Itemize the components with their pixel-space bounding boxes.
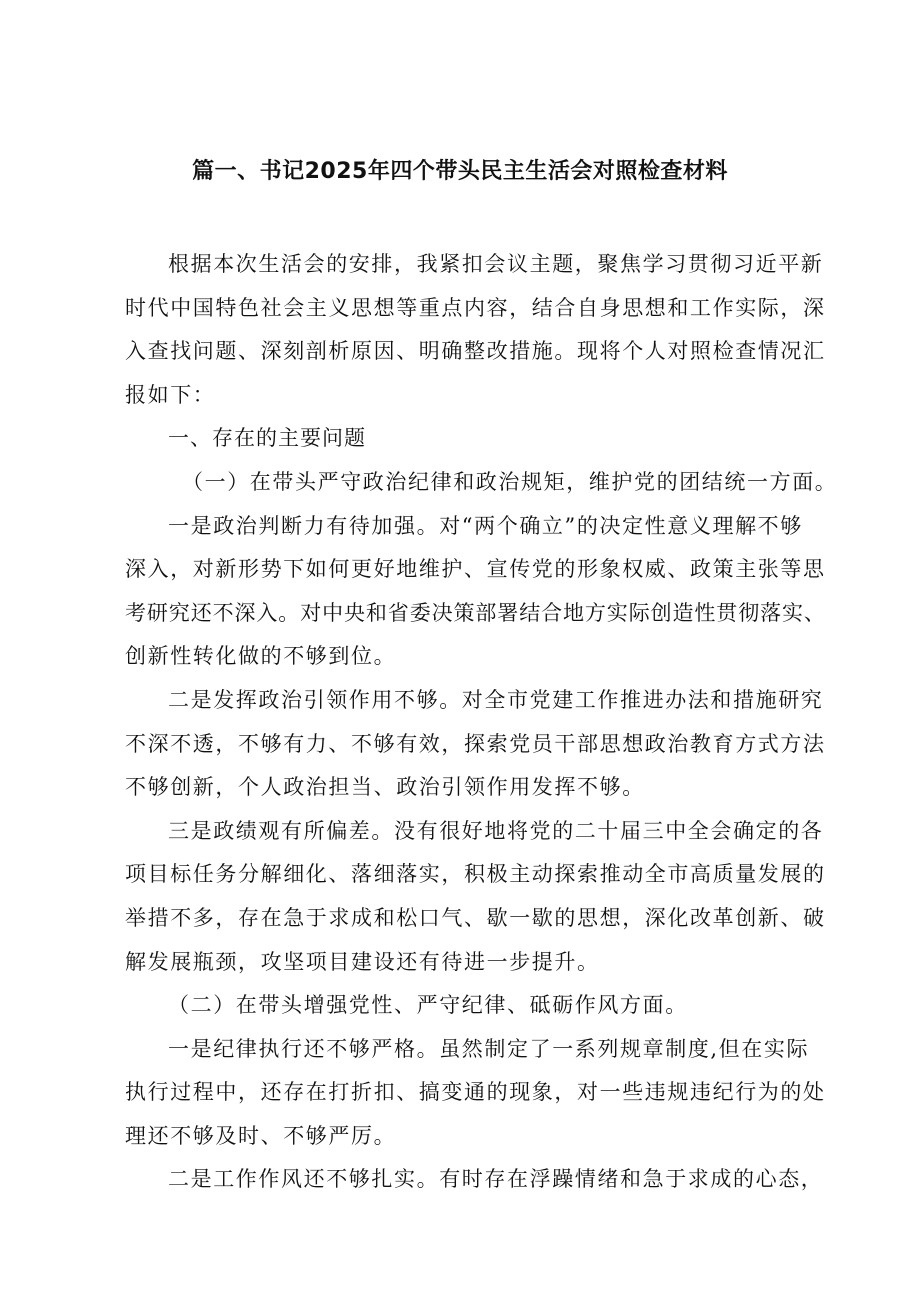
paragraph-line: 执行过程中，还存在打折扣、搞变通的现象，对一些违规违纪行为的处 <box>125 1080 826 1105</box>
paragraph-line: 一是政治判断力有待加强。对“两个确立”的决定性意义理解不够 <box>168 513 803 538</box>
paragraph-line: 理还不够及时、不够严厉。 <box>125 1123 397 1148</box>
paragraph-line: 根据本次生活会的安排，我紧扣会议主题，聚焦学习贯彻习近平新 <box>168 252 824 276</box>
paragraph-line: 举措不多，存在急于求成和松口气、歇一歇的思想，深化改革创新、破 <box>125 905 826 930</box>
paragraph-line: 三是政绩观有所偏差。没有很好地将党的二十届三中全会确定的各 <box>168 818 824 843</box>
paragraph-line: 不深不透，不够有力、不够有效，探索党员干部思想政治教育方式方法 <box>125 731 826 756</box>
document-title: 篇一、书记2025年四个带头民主生活会对照检查材料 <box>192 159 728 184</box>
paragraph-line: 项目标任务分解细化、落细落实，积极主动探索推动全市高质量发展的 <box>125 862 826 887</box>
subsection-heading: （一）在带头严守政治纪律和政治规矩，维护党的团结统一方面。 <box>182 469 838 494</box>
section-heading: 一、存在的主要问题 <box>168 426 366 451</box>
subsection-heading: （二）在带头增强党性、严守纪律、砥砺作风方面。 <box>168 993 688 1018</box>
paragraph-line: 不够创新，个人政治担当、政治引领作用发挥不够。 <box>125 775 645 800</box>
paragraph-line: 创新性转化做的不够到位。 <box>125 644 397 669</box>
paragraph-line: 二是发挥政治引领作用不够。对全市党建工作推进办法和措施研究 <box>168 687 824 712</box>
paragraph-line: 入查找问题、深刻剖析原因、明确整改措施。现将个人对照检查情况汇 <box>125 339 826 364</box>
paragraph-line: 深入，对新形势下如何更好地维护、宣传党的形象权威、政策主张等思 <box>125 557 826 582</box>
paragraph-line: 考研究还不深入。对中央和省委决策部署结合地方实际创造性贯彻落实、 <box>125 600 826 625</box>
paragraph-line: 解发展瓶颈，攻坚项目建设还有待进一步提升。 <box>125 949 600 974</box>
paragraph-line: 二是工作作风还不够扎实。有时存在浮躁情绪和急于求成的心态， <box>168 1167 824 1192</box>
paragraph-line: 一是纪律执行还不够严格。虽然制定了一系列规章制度,但在实际 <box>168 1036 810 1061</box>
document-body <box>125 243 868 1202</box>
paragraph-line: 时代中国特色社会主义思想等重点内容，结合自身思想和工作实际，深 <box>125 295 826 320</box>
paragraph-line: 报如下： <box>125 382 216 407</box>
